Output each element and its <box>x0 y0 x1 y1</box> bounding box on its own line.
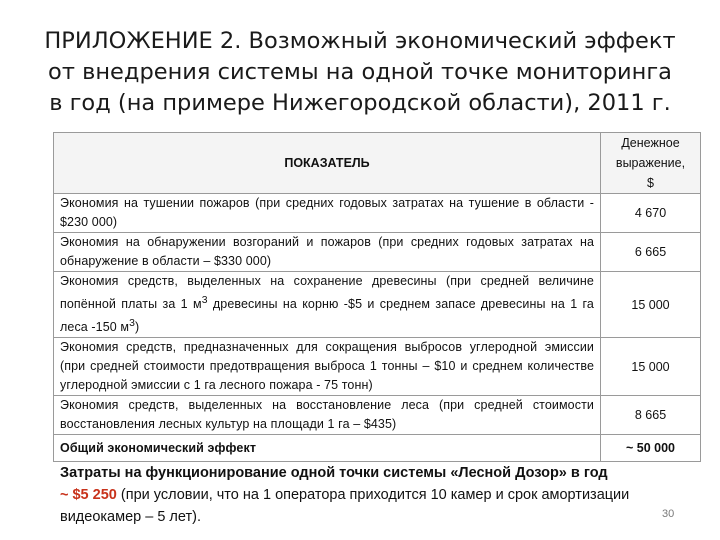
row-value: 15 000 <box>601 338 701 396</box>
table-row <box>54 194 701 233</box>
row-indicator: Экономия средств, предназначенных для сокращения выбросов углеродной эмиссии (при средней стоимости предотвращения выброса 1 тонны – $10 и среднем количестве углеродной эмиссии с 1 га лесного пожара - 75 тонн) <box>54 338 601 396</box>
header-value-line1: Денежное <box>621 136 680 150</box>
cost-note <box>60 462 680 528</box>
table-row <box>54 396 701 435</box>
table-row <box>54 233 701 272</box>
table-total-row <box>54 435 701 462</box>
row-indicator: Экономия на обнаружении возгораний и пожаров (при средних годовых затратах на обнаружение в области – $330 000) <box>54 233 601 272</box>
row-value: 8 665 <box>601 396 701 435</box>
page-number: 30 <box>662 508 675 520</box>
table-row <box>54 272 701 338</box>
note-lead: Затраты на функционирование одной точки системы «Лесной Дозор» в год <box>60 465 608 481</box>
header-value <box>601 133 701 194</box>
row-value: 4 670 <box>601 194 701 233</box>
superscript: 3 <box>129 318 135 330</box>
total-indicator: Общий экономический эффект <box>54 435 601 462</box>
row-indicator: Экономия на тушении пожаров (при средних годовых затратах на тушение в области - $230 000) <box>54 194 601 233</box>
note-condition: (при условии, что на 1 оператора приходится 10 камер и срок амортизации видеокамер – 5 лет). <box>60 487 630 525</box>
row-indicator: Экономия средств, выделенных на восстановление леса (при средней стоимости восстановления лесных культур на площади 1 га – $435) <box>54 396 601 435</box>
header-indicator: ПОКАЗАТЕЛЬ <box>54 133 601 194</box>
row-indicator-text: Экономия средств, выделенных на сохранение древесины (при средней величине попённой платы за 1 м <box>60 274 594 312</box>
header-value-line2: выражение, <box>615 156 686 170</box>
row-indicator <box>54 272 601 338</box>
table-row <box>54 338 701 396</box>
table-header-row <box>54 133 701 194</box>
row-indicator-text: ) <box>135 320 140 335</box>
note-cost-value: ~ $5 250 <box>60 487 117 503</box>
slide-title: ПРИЛОЖЕНИЕ 2. Возможный экономический эффект от внедрения системы на одной точке мониторинга в год (на примере Нижегородской области), 2011 г. <box>44 28 676 116</box>
superscript: 3 <box>201 295 208 306</box>
total-value: ~ 50 000 <box>601 435 701 462</box>
row-indicator-text: древесины на корню -$5 и среднем запасе древесины на 1 га леса -150 м <box>60 297 594 335</box>
row-value: 15 000 <box>601 272 701 338</box>
row-value: 6 665 <box>601 233 701 272</box>
header-value-line3: $ <box>647 176 654 190</box>
economic-effect-table <box>53 132 701 462</box>
